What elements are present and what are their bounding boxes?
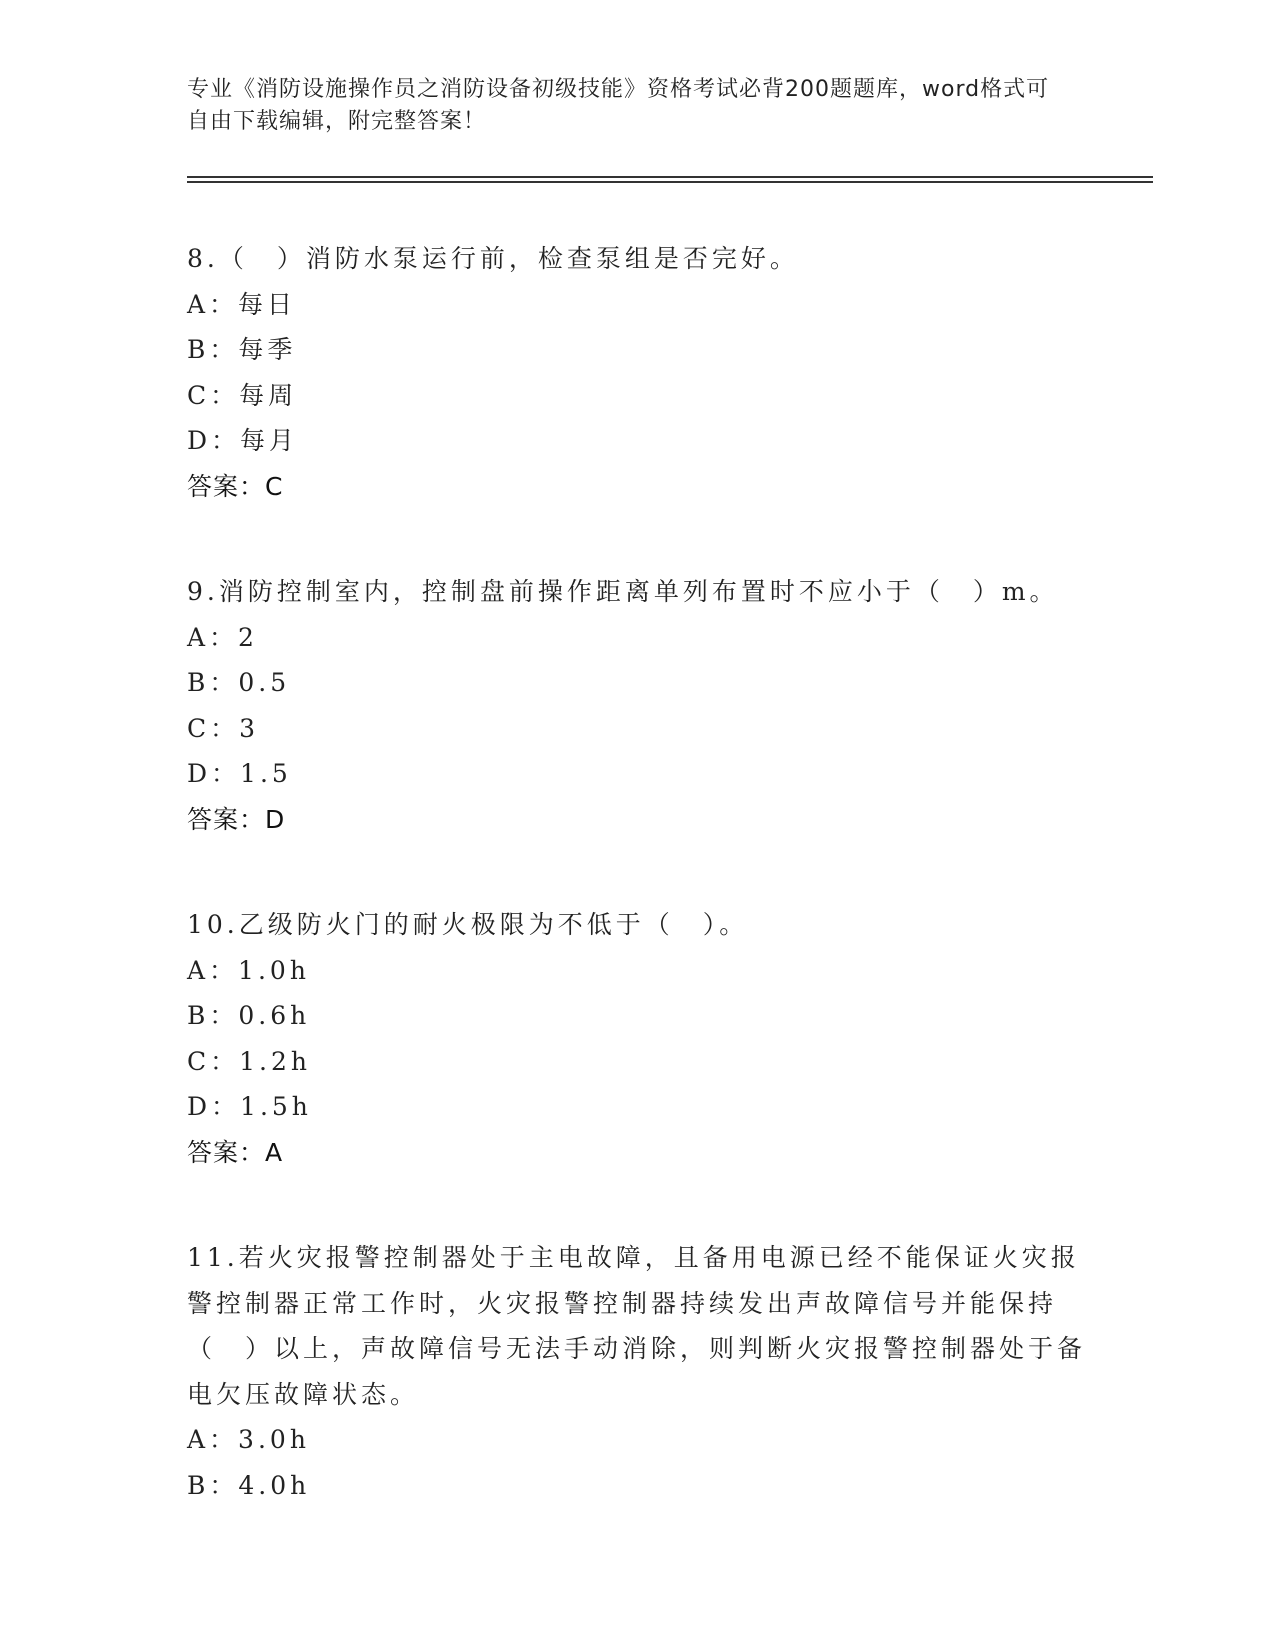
option-b: B：0.5 xyxy=(187,668,291,697)
answer-line: 答案：C xyxy=(187,471,284,501)
question-list xyxy=(187,236,1087,1568)
option-b: B：0.6h xyxy=(187,1001,311,1030)
option-d: D：每月 xyxy=(187,426,299,455)
question-stem: 8.（ ）消防水泵运行前，检查泵组是否完好。 xyxy=(187,244,799,273)
question-9 xyxy=(187,569,1087,842)
header-divider-top xyxy=(187,176,1153,178)
header-divider-bottom xyxy=(187,181,1153,183)
option-a: A：每日 xyxy=(187,289,297,319)
option-c: C：1.2h xyxy=(187,1046,311,1076)
option-c: C：3 xyxy=(187,713,260,743)
answer-line: 答案：A xyxy=(187,1137,284,1167)
option-a: A：1.0h xyxy=(187,955,310,985)
option-list xyxy=(187,1417,1087,1508)
option-d: D：1.5h xyxy=(187,1092,312,1121)
option-d: D：1.5 xyxy=(187,759,292,788)
option-a: A：3.0h xyxy=(187,1425,310,1454)
option-c: C：每周 xyxy=(187,380,298,410)
question-stem: 9.消防控制室内，控制盘前操作距离单列布置时不应小于（ ）m。 xyxy=(187,577,1059,606)
option-b: B：每季 xyxy=(187,335,297,364)
option-list xyxy=(187,615,1087,797)
answer-line: 答案：D xyxy=(187,804,286,834)
question-stem: 10.乙级防火门的耐火极限为不低于（ ）。 xyxy=(187,910,749,939)
question-10 xyxy=(187,902,1087,1175)
option-b: B：4.0h xyxy=(187,1470,311,1500)
header-text: 专业《消防设施操作员之消防设备初级技能》资格考试必背200题题库，word格式可自由下载编辑，附完整答案！ xyxy=(187,77,1050,134)
question-8 xyxy=(187,236,1087,509)
document-header xyxy=(187,74,1067,138)
question-stem: 11.若火灾报警控制器处于主电故障，且备用电源已经不能保证火灾报警控制器正常工作时，火灾报警控制器持续发出声故障信号并能保持（ ）以上，声故障信号无法手动消除，则判断火灾报警控制器处于备电欠压故障状态。 xyxy=(187,1243,1087,1409)
option-list xyxy=(187,948,1087,1130)
question-11 xyxy=(187,1235,1087,1508)
option-a: A：2 xyxy=(187,622,258,652)
option-list xyxy=(187,282,1087,464)
